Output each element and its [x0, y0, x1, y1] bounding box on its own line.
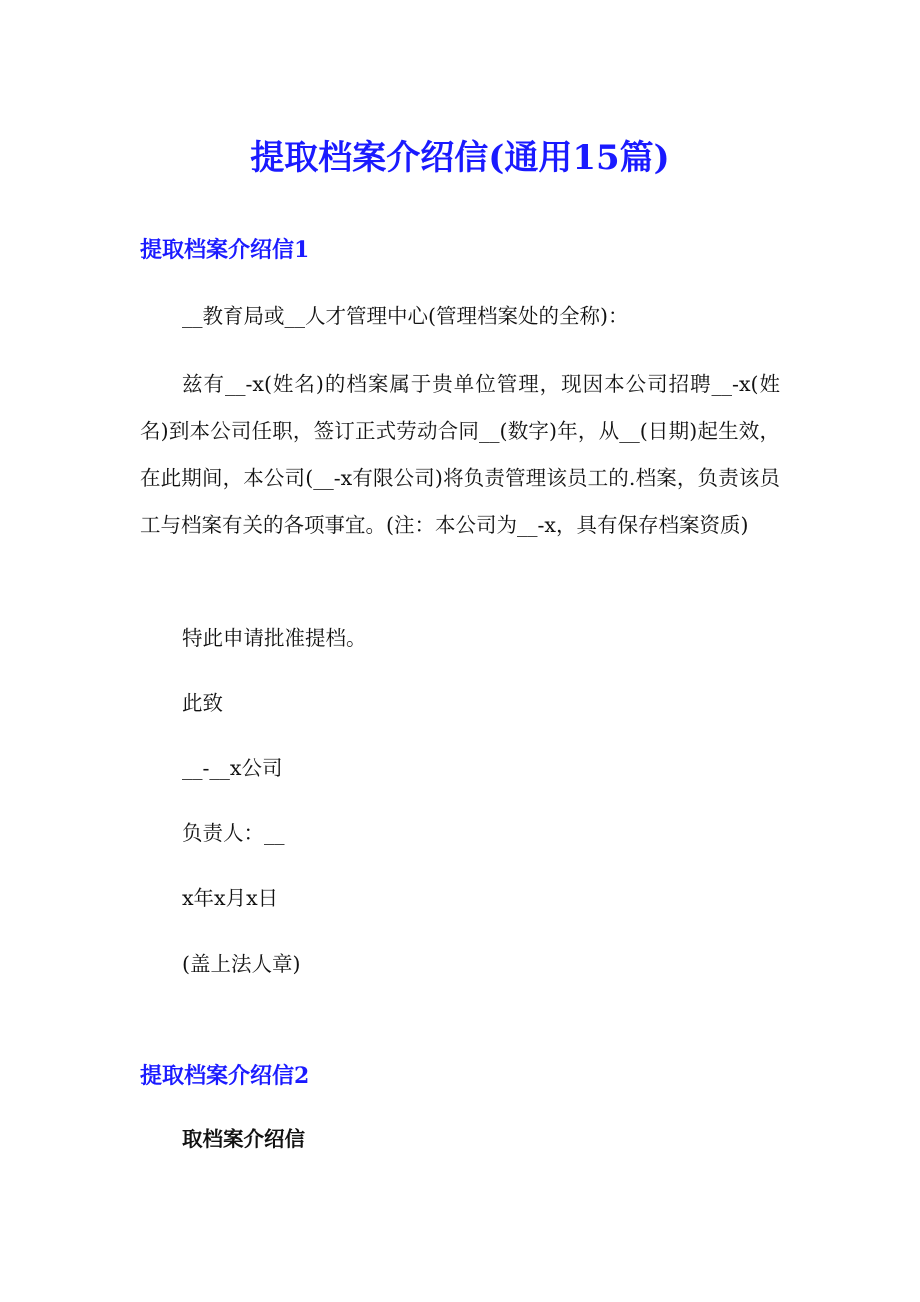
date-line: x年x月x日: [182, 886, 279, 910]
section-heading-2: 提取档案介绍信2: [140, 1063, 310, 1089]
closing-line: 此致: [182, 691, 223, 715]
section-2-subtitle: 取档案介绍信: [182, 1127, 305, 1151]
section-heading-1: 提取档案介绍信1: [140, 237, 310, 263]
request-line: 特此申请批准提档。: [182, 626, 367, 650]
company-line: __-__x公司: [182, 756, 283, 780]
person-line: 负责人：__: [182, 821, 285, 845]
salutation: __教育局或__人才管理中心(管理档案处的全称)：: [182, 304, 629, 328]
document-title: 提取档案介绍信(通用15篇): [250, 138, 670, 178]
seal-line: (盖上法人章): [182, 952, 301, 976]
letter-body: 兹有__-x(姓名)的档案属于贵单位管理，现因本公司招聘__-x(姓名)到本公司任职，签订正式劳动合同__(数字)年，从__(日期)起生效，在此期间，本公司(__-x有限公司)将负责管理该员工的.档案，负责该员工与档案有关的各项事宜。(注：本公司为__-x，具有保存档案资质): [140, 372, 780, 537]
